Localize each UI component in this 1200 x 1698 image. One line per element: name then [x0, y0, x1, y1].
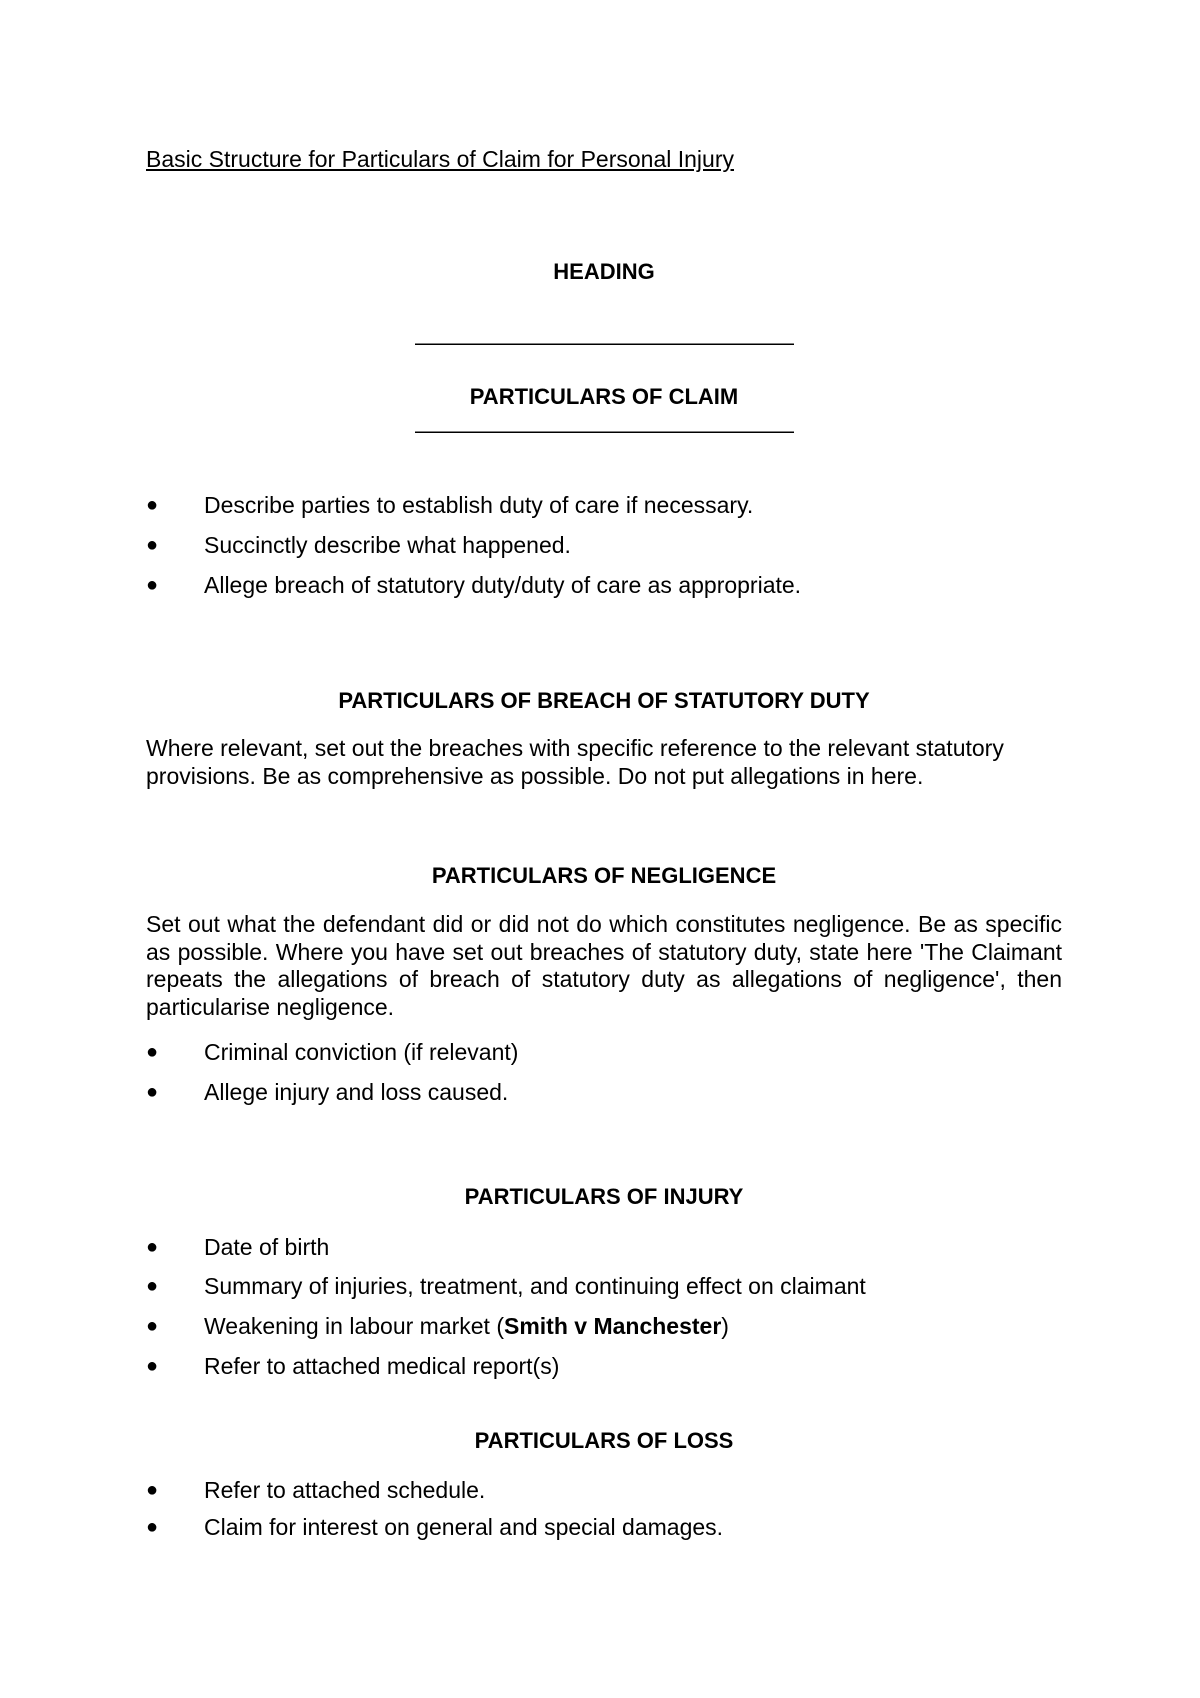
- case-name: Smith v Manchester: [504, 1313, 722, 1339]
- breach-section-paragraph: Where relevant, set out the breaches with specific reference to the relevant statutory provisions. Be as comprehensive as possible. Do not put allegations in here.: [146, 735, 1004, 789]
- bullet-icon: ●: [146, 1081, 159, 1103]
- divider-top: ——————————————————: [415, 330, 793, 355]
- claim-bullet-text: Describe parties to establish duty of care if necessary.: [204, 492, 754, 518]
- document-title: Basic Structure for Particulars of Claim for Personal Injury: [146, 146, 734, 172]
- bullet-icon: ●: [146, 1355, 159, 1377]
- claim-bullet-item: [146, 490, 1062, 520]
- injury-bullet-text: Summary of injuries, treatment, and continuing effect on claimant: [204, 1273, 866, 1299]
- bullet-icon: ●: [146, 1315, 159, 1337]
- bullet-icon: ●: [146, 574, 159, 596]
- negligence-section-paragraph: Set out what the defendant did or did not do which constitutes negligence. Be as specific as possible. Where you have set out breaches of statutory duty, state here 'The Claimant repeats the allegations of breach of statutory duty as allegations of negligence', then particularise negligence.: [146, 911, 1062, 1020]
- particulars-of-claim-title: PARTICULARS OF CLAIM: [469, 384, 739, 409]
- injury-bullet-item: [146, 1271, 1062, 1301]
- negligence-bullet-item: [146, 1077, 1062, 1107]
- labour-market-bullet-text: [204, 1311, 729, 1341]
- loss-bullet-text: Refer to attached schedule.: [204, 1477, 486, 1503]
- negligence-bullet-item: [146, 1037, 1062, 1067]
- negligence-bullet-text: Criminal conviction (if relevant): [204, 1039, 519, 1065]
- injury-bullet-item: [146, 1232, 1062, 1262]
- medical-report-text: Refer to attached medical report(s): [204, 1353, 560, 1379]
- bullet-icon: ●: [146, 494, 159, 516]
- claim-bullet-text: Allege breach of statutory duty/duty of care as appropriate.: [204, 572, 802, 598]
- loss-section-title: PARTICULARS OF LOSS: [474, 1428, 734, 1453]
- heading-label: HEADING: [553, 259, 655, 284]
- bullet-icon: ●: [146, 1275, 159, 1297]
- injury-section-title: PARTICULARS OF INJURY: [464, 1184, 744, 1209]
- injury-bullet-item: [146, 1351, 1062, 1381]
- bullet-icon: ●: [146, 1236, 159, 1258]
- injury-bullet-item: [146, 1311, 1062, 1341]
- loss-bullet-item: [146, 1475, 1062, 1505]
- divider-bottom: ——————————————————: [415, 418, 793, 443]
- negligence-bullet-text: Allege injury and loss caused.: [204, 1079, 509, 1105]
- loss-bullet-text: Claim for interest on general and special damages.: [204, 1514, 724, 1540]
- labour-market-prefix: Weakening in labour market (: [204, 1313, 504, 1339]
- bullet-icon: ●: [146, 534, 159, 556]
- bullet-icon: ●: [146, 1041, 159, 1063]
- injury-bullet-text: Date of birth: [204, 1234, 330, 1260]
- labour-market-suffix: ): [721, 1313, 729, 1339]
- bullet-icon: ●: [146, 1479, 159, 1501]
- bullet-icon: ●: [146, 1516, 159, 1538]
- breach-section-title: PARTICULARS OF BREACH OF STATUTORY DUTY: [338, 688, 870, 713]
- loss-bullet-item: [146, 1512, 1062, 1542]
- negligence-section-title: PARTICULARS OF NEGLIGENCE: [431, 863, 777, 888]
- claim-bullet-item: [146, 530, 1062, 560]
- claim-bullet-text: Succinctly describe what happened.: [204, 532, 571, 558]
- claim-bullet-item: [146, 570, 1062, 600]
